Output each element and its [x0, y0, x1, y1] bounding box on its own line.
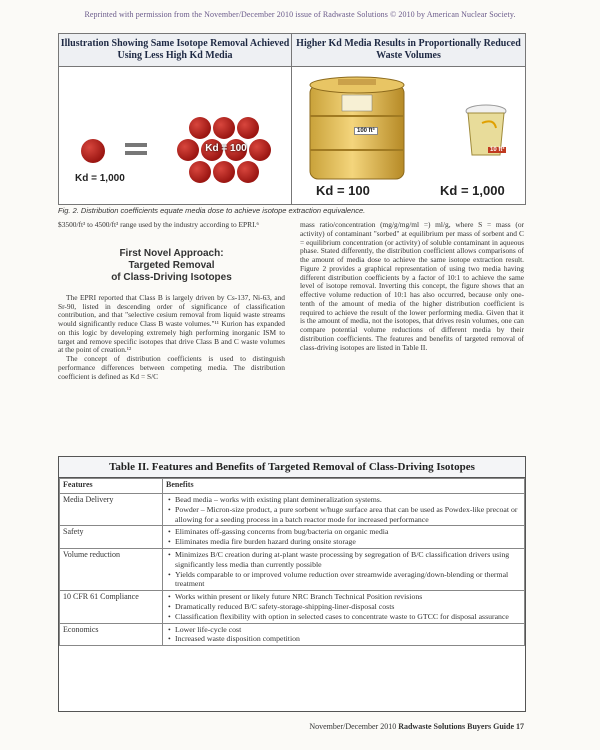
feature-cell: Safety: [60, 526, 163, 549]
kd-1000-label: Kd = 1,000: [440, 183, 505, 198]
benefit-item: • Eliminates media fire burden hazard during onsite storage: [175, 537, 521, 547]
features-header: Features: [60, 479, 163, 494]
left-intro: $3500/ft³ to 4500/ft³ range used by the industry according to EPRI.⁶: [58, 220, 259, 229]
feature-cell: Economics: [60, 623, 163, 646]
benefits-header: Benefits: [163, 479, 525, 494]
equals-icon: [125, 141, 147, 157]
body-column-left: [58, 221, 285, 381]
table-row: [60, 591, 525, 623]
table-row: [60, 526, 525, 549]
section-heading-line-1: First Novel Approach:: [119, 247, 224, 259]
features-benefits-table: [58, 456, 526, 712]
large-drum-label: 100 ft³: [354, 127, 378, 135]
footer-publication: Radwaste Solutions Buyers Guide: [398, 722, 514, 731]
benefit-item: • Eliminates off-gassing concerns from bug/bacteria on organic media: [175, 527, 521, 537]
reprint-notice: Reprinted with permission from the November/December 2010 issue of Radwaste Solutions © 2010 by American Nuclear Society.: [84, 10, 516, 19]
paragraph: The concept of distribution coefficients is used to distinguish performance differences between competing media. The distribution coefficient is defined as Kd = S/C: [58, 354, 285, 381]
feature-cell: Volume reduction: [60, 548, 163, 590]
table-grid: [59, 478, 525, 646]
paragraph: The EPRI reported that Class B is largely driven by Cs-137, Ni-63, and Sr-90, listed in descending order of significance of classification contribution, and that "selective cesium removal from liquid waste streams would significantly reduce Class B waste volumes."¹¹ Kurion has expanded on this logic by developing extremely high performing inorganic ISM to target and remove specific isotopes that drive Class B and C waste volumes at the point of creation.¹²: [58, 292, 285, 355]
body-column-right: [300, 221, 524, 352]
benefit-item: • Dramatically reduced B/C safety-storage-shipping-liner-disposal costs: [175, 602, 521, 612]
benefits-cell: [163, 548, 525, 590]
benefits-cell: [163, 526, 525, 549]
figure-right-title: Higher Kd Media Results in Proportionally Reduced Waste Volumes: [292, 34, 525, 67]
table-row: [60, 623, 525, 646]
benefit-item: • Lower life-cycle cost: [175, 625, 521, 635]
single-dot-icon: [81, 139, 105, 163]
footer-date: November/December 2010: [309, 722, 397, 731]
feature-cell: Media Delivery: [60, 494, 163, 526]
benefits-list: [166, 625, 521, 645]
section-heading-line-2: Targeted Removal: [128, 259, 215, 271]
benefit-item: • Bead media – works with existing plant demineralization systems.: [175, 495, 521, 505]
kd-100-label: Kd = 100: [316, 183, 370, 198]
benefits-list: [166, 495, 521, 524]
small-drum-icon: [462, 103, 510, 163]
page-footer: [309, 722, 524, 731]
figure-left-title: Illustration Showing Same Isotope Removal Achieved Using Less High Kd Media: [59, 34, 292, 67]
table-row: [60, 548, 525, 590]
kd-1000-left-label: Kd = 1,000: [75, 173, 125, 184]
paragraph: mass ratio/concentration (mg/g/mg/ml =) ml/g, where S = mass (or activity) of contaminant "sorbed" at equilibrium per mass of sorbent and C = equilibrium concentration (or activity) of soluble contaminant in aqueous phase. Stated differently, the distribution coefficient allows comparisons of the amount of media dose to achieve the same isotope extraction result. Figure 2 provides a graphical representation of using two media having different distribution coefficients by a factor of 10:1 to achieve the same level of isotope removal. Inverting this concept, the figure shows that an effective volume reduction of 10:1 has also occurred, because only one-tenth of the amount of media of the higher distribution coefficient is required to achieve the result of the lower performing media. Given that it is the amount of media, not the isotopes, that drives resin volumes, one can compare potential volume reductions of different media by their distribution coefficients. The features and benefits of targeted removal of class-driving isotopes are listed in Table II.: [300, 220, 524, 352]
benefits-list: [166, 527, 521, 547]
figure-2: [58, 33, 526, 205]
benefits-list: [166, 550, 521, 589]
benefits-cell: [163, 591, 525, 623]
figure-caption: Fig. 2. Distribution coefficients equate media dose to achieve isotope extraction equivalence.: [58, 206, 366, 215]
figure-right-panel: [292, 67, 525, 204]
figure-left-panel: [59, 67, 292, 204]
benefit-item: • Powder – Micron-size product, a pure sorbent w/huge surface area that can be used as Powdex-like precoat or allowing for a seeding process in a batch reactor mode for increased performance: [175, 505, 521, 525]
section-heading-line-3: of Class-Driving Isotopes: [111, 271, 232, 283]
benefits-list: [166, 592, 521, 621]
benefit-item: • Classification flexibility with option in selected cases to concentrate waste to GTCC for disposal assurance: [175, 612, 521, 622]
table-row: [60, 494, 525, 526]
benefit-item: • Works within present or likely future NRC Branch Technical Position revisions: [175, 592, 521, 602]
page-number: 17: [516, 722, 524, 731]
section-heading: [58, 248, 285, 284]
benefit-item: • Increased waste disposition competition: [175, 634, 521, 644]
feature-cell: 10 CFR 61 Compliance: [60, 591, 163, 623]
benefits-cell: [163, 494, 525, 526]
benefits-cell: [163, 623, 525, 646]
small-drum-label: 10 ft³: [490, 147, 505, 153]
benefit-item: • Minimizes B/C creation during at-plant waste processing by segregation of B/C classification drivers using significantly less media than currently possible: [175, 550, 521, 570]
kd-100-overlay-label: Kd = 100: [205, 143, 247, 154]
table-title: Table II. Features and Benefits of Targeted Removal of Class-Driving Isotopes: [59, 457, 525, 478]
benefit-item: • Yields comparable to or improved volume reduction over streamwide averaging/down-blending or thermal treatment: [175, 570, 521, 590]
